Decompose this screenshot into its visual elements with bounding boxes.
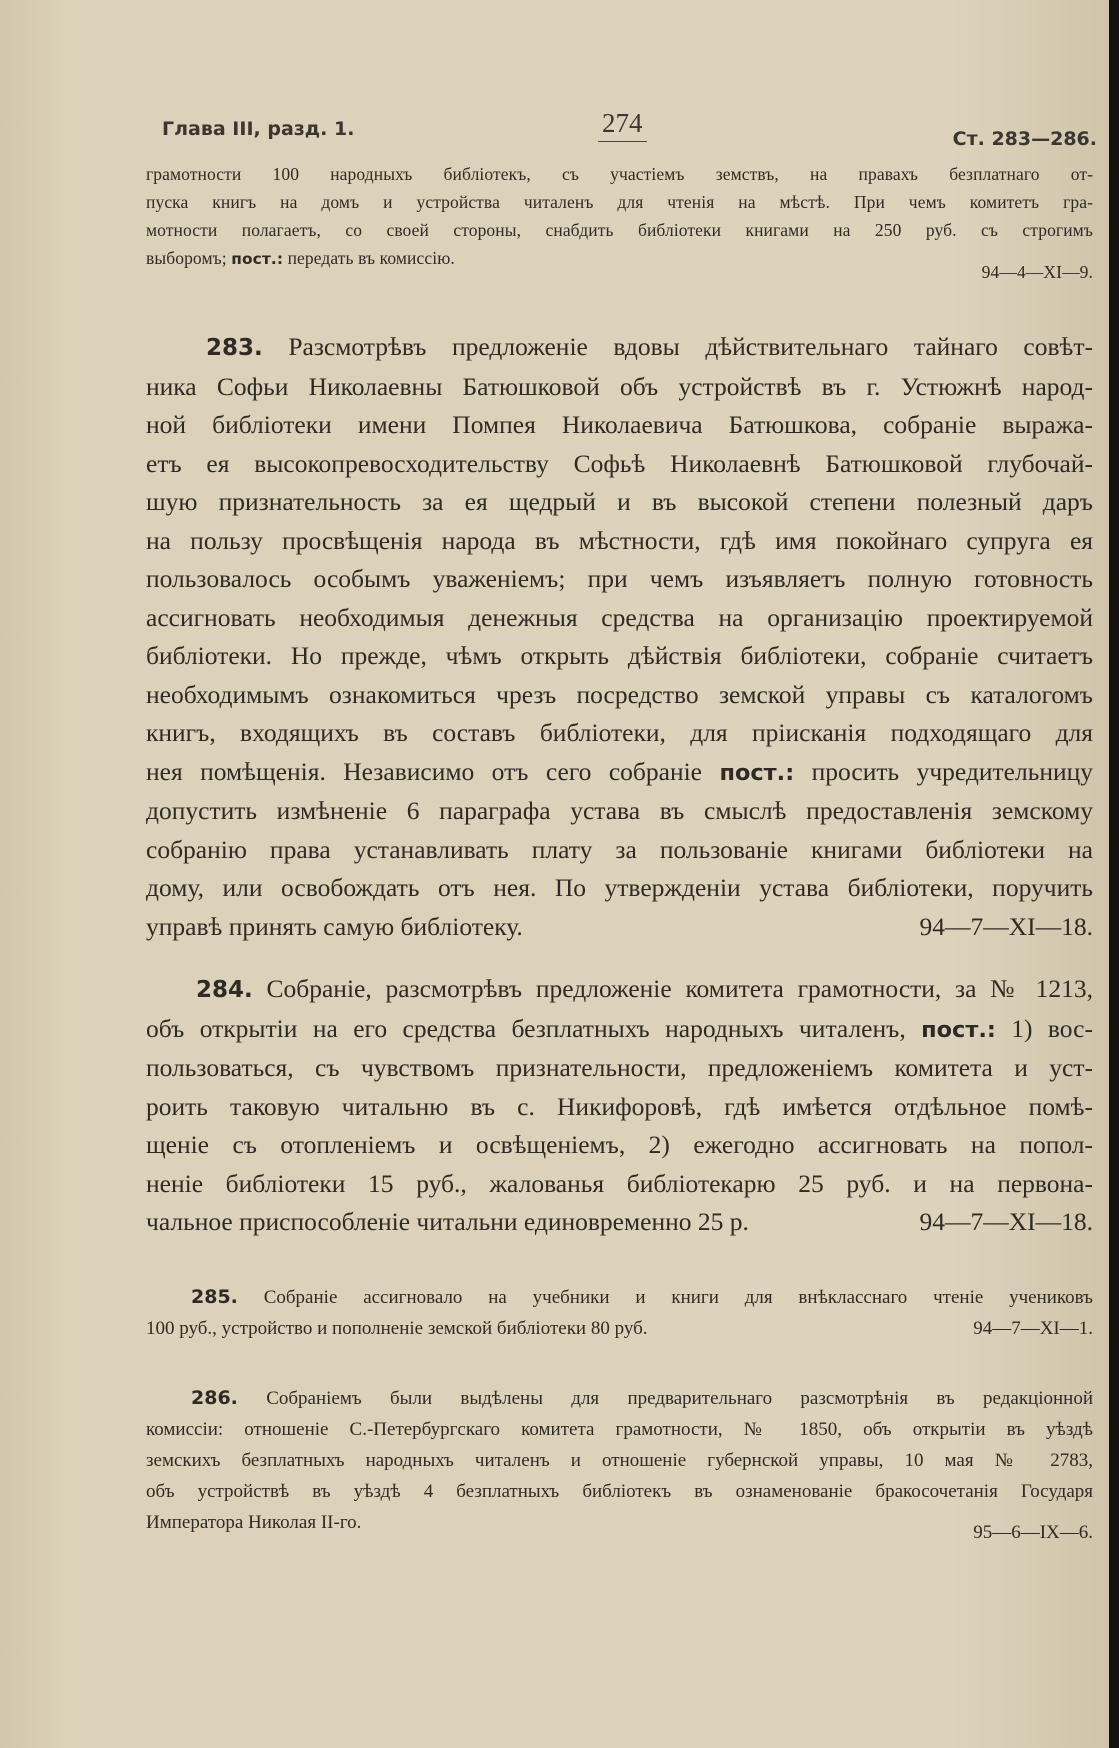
text-line (146, 1507, 1093, 1543)
text-line: щеніе съ отопленіемъ и освѣщеніемъ, 2) ежегодно ассигновать на попол- (146, 1130, 1093, 1159)
text-line (146, 970, 1093, 1010)
text-line: пользовалось особымъ уваженіемъ; при чемъ изъявляетъ полную готовность (146, 564, 1093, 593)
article-number: 284. (196, 977, 253, 1003)
text-fragment: выборомъ; (146, 248, 227, 268)
text-fragment: Собраніемъ были выдѣлены для предварительнаго разсмотрѣнія въ редакціонной (266, 1388, 1094, 1409)
text-fragment: Собраніе, разсмотрѣвъ предложеніе комитета грамотности, за № 1213, (266, 974, 1093, 1003)
text-line (146, 1282, 1093, 1313)
reference-code: 94—7—XI—1. (973, 1318, 1093, 1339)
reference-code: 94—7—XI—18. (919, 911, 1093, 941)
text-fragment: управѣ принять самую библіотеку. (146, 911, 523, 941)
text-line: собранію права устанавливать плату за пользованіе книгами библіотеки на (146, 834, 1093, 864)
intro-paragraph (146, 160, 1093, 282)
text-line: объ устройствѣ въ уѣздѣ 4 безплатныхъ библіотекъ въ ознаменованіе бракосочетанія Государя (146, 1481, 1093, 1502)
text-line (146, 1010, 1093, 1050)
text-line: книгъ, входящихъ въ составъ библіотеки, для пріисканія подходящаго для (146, 718, 1093, 747)
book-binding-edge (1109, 0, 1119, 1748)
text-fragment: просить учредительницу (811, 756, 1094, 786)
article-286 (146, 1383, 1094, 1543)
text-line: роить таковую читальню въ с. Никифоровѣ, гдѣ имѣется отдѣльное помѣ- (146, 1091, 1093, 1121)
text-line (146, 753, 1093, 793)
text-fragment: 100 руб., устройство и пополненіе земской библіотеки 80 руб. (146, 1318, 648, 1339)
text-fragment: 1) вос- (1011, 1013, 1093, 1043)
text-fragment: нея помѣщенія. Независимо отъ сего собраніе (146, 756, 702, 786)
text-fragment: объ открытіи на его средства безплатныхъ народныхъ читаленъ, (146, 1013, 906, 1043)
resolution-keyword: пост.: (921, 1016, 996, 1043)
text-line (146, 328, 1093, 368)
text-line (146, 908, 1093, 947)
text-line: необходимымъ ознакомиться чрезъ посредство земской управы съ каталогомъ (146, 679, 1093, 709)
chapter-section-label: Глава III, разд. 1. (162, 118, 355, 140)
text-fragment: Собраніе ассигновало на учебники и книги для внѣкласснаго чтеніе учениковъ (263, 1287, 1094, 1308)
text-line: ассигновать необходимыя денежныя средства на организацію проектируемой (146, 602, 1093, 632)
text-line: комиссіи: отношеніе С.-Петербургскаго комитета грамотности, № 1850, объ открытіи въ уѣздѣ (146, 1419, 1093, 1440)
resolution-keyword: пост.: (231, 250, 284, 268)
text-line: пользоваться, съ чувствомъ признательности, предложеніемъ комитета и уст- (146, 1053, 1093, 1082)
reference-code: 95—6—IX—6. (973, 1522, 1093, 1543)
text-line: пуска книгъ на домъ и устройства читаленъ для чтенія на мѣстѣ. При чемъ комитетъ гра- (146, 192, 1093, 212)
text-fragment: Разсмотрѣвъ предложеніе вдовы дѣйствительнаго тайнаго совѣт- (288, 332, 1094, 361)
text-fragment: Императора Николая II-го. (146, 1512, 362, 1533)
article-range-label: Ст. 283—286. (952, 128, 1097, 150)
text-line: неніе библіотеки 15 руб., жалованья библіотекарю 25 руб. и на первона- (146, 1168, 1093, 1198)
resolution-keyword: пост.: (719, 759, 795, 786)
article-284 (146, 970, 1093, 1242)
article-number: 286. (191, 1387, 238, 1409)
text-line (146, 1383, 1093, 1414)
article-283 (146, 328, 1093, 946)
text-line: допустить измѣненіе 6 параграфа устава въ смыслѣ предоставленія земскому (146, 796, 1093, 825)
text-line: на пользу просвѣщенія народа въ мѣстности, гдѣ имя покойнаго супруга ея (146, 525, 1093, 555)
reference-code: 94—7—XI—18. (919, 1207, 1093, 1236)
text-line: шую признательность за ея щедрый и въ высокой степени полезный даръ (146, 487, 1093, 516)
article-number: 285. (191, 1286, 238, 1308)
text-line: библіотеки. Но прежде, чѣмъ открыть дѣйствія библіотеки, собраніе считаетъ (146, 641, 1093, 670)
text-line: мотности полагаетъ, со своей стороны, снабдить библіотеки книгами на 250 руб. съ строгимъ (146, 220, 1093, 240)
text-line: ника Софьи Николаевны Батюшковой объ устройствѣ въ г. Устюжнѣ народ- (146, 371, 1093, 401)
text-line (146, 1313, 1093, 1344)
text-fragment: чальное приспособленіе читальни единовременно 25 р. (146, 1207, 749, 1236)
text-fragment: передать въ комиссію. (287, 248, 455, 268)
reference-code: 94—4—XI—9. (981, 262, 1093, 282)
page-header (162, 108, 1097, 148)
text-line: дому, или освобождать отъ нея. По утвержденіи устава библіотеки, поручить (146, 873, 1093, 902)
text-line: ной библіотеки имени Помпея Николаевича Батюшкова, собраніе выража- (146, 410, 1093, 439)
page-number: 274 (598, 108, 647, 142)
article-number: 283. (206, 335, 263, 361)
text-line (146, 244, 1093, 282)
text-line: етъ ея высокопревосходительству Софьѣ Николаевнѣ Батюшковой глубочай- (146, 448, 1093, 478)
text-line: грамотности 100 народныхъ библіотекъ, съ участіемъ земствъ, на правахъ безплатнаго от- (146, 164, 1093, 184)
text-line: земскихъ безплатныхъ народныхъ читаленъ и отношеніе губернской управы, 10 мая № 2783, (146, 1450, 1093, 1471)
text-line (146, 1203, 1093, 1242)
article-285 (146, 1282, 1093, 1344)
